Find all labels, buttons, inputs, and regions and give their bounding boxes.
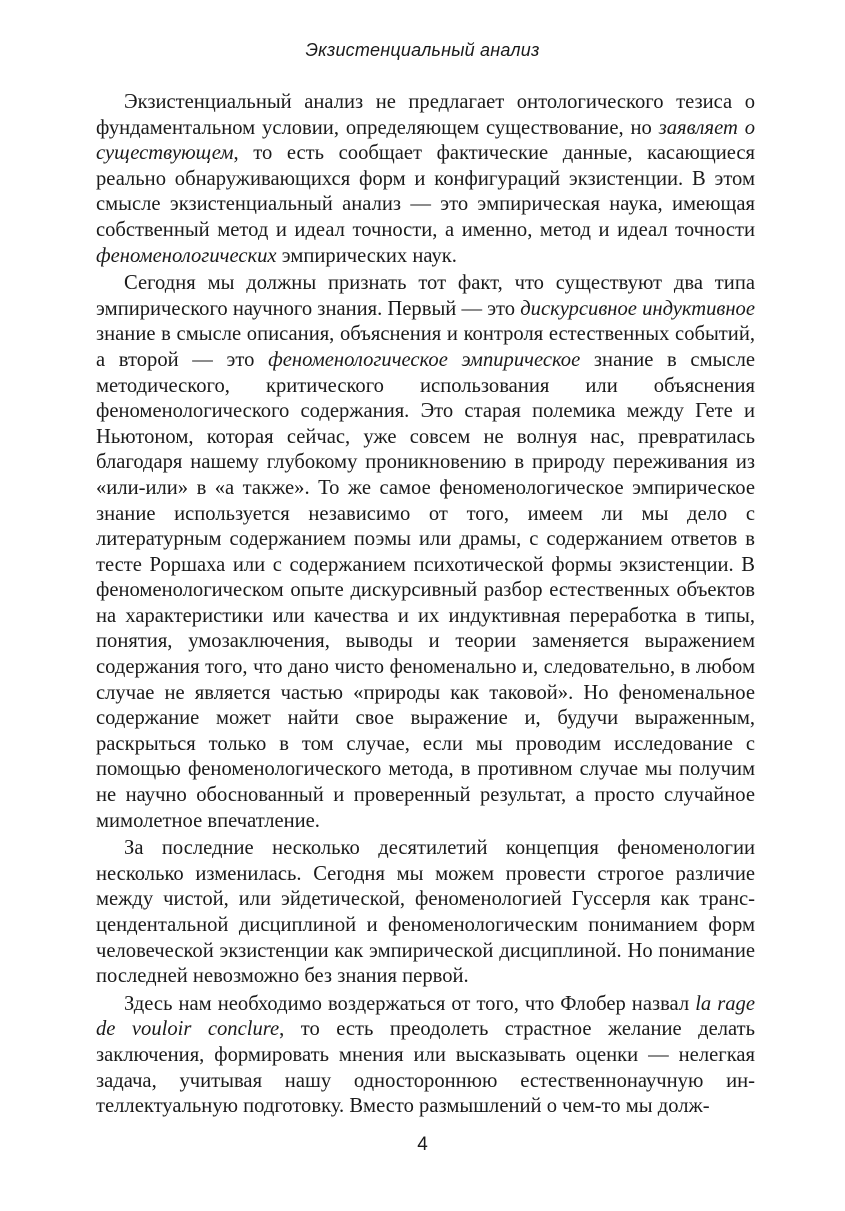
text-run: Сегодня мы должны признать тот факт, что существуют два типа эмпирического научного знания. Первый — это — [96, 272, 755, 320]
text-run: Экзистенциальный анализ не предлагает онтологического тезиса о фундаментальном условии, определяющем существование, но — [96, 91, 755, 139]
text-run: знание в смысле методического, критического использования или объяснения феноменологического содержания. Это старая полемика между Гете и Ньютоном, которая сейчас, уже совсем не волнуя нас, превратилась благодаря нашему глубокому проникновению в природу переживания из «или-или» в «а также». То же самое феноменологическое эмпирическое знание используется независимо от того, имеем ли мы дело с литературным содержанием поэмы или драмы, с содержанием ответов в тесте Роршаха или с содержанием психотической формы экзистенции. В феноменологическом опыте дискурсивный разбор естественных объектов на характеристики или качества и их индуктивная переработка в типы, понятия, умозаключения, выводы и теории заменяется выражением содержания того, что дано чисто феноменально и, следовательно, в любом случае не является частью «природы как таковой». Но феноменальное содержание может найти свое выражение и, будучи выраженным, раскрыться только в том случае, если мы проводим исследование с помощью феноменологического метода, в противном случае мы получим не научно обоснованный и проверенный результат, а просто случайное мимолетное впечатление. — [96, 348, 755, 832]
page-number: 4 — [417, 1134, 428, 1155]
paragraph-2 — [96, 271, 755, 834]
text-run: Здесь нам необходимо воздержаться от того, что Флобер назвал — [124, 992, 696, 1015]
italic-emphasis: la rage de vouloir conclure — [96, 992, 755, 1041]
text-run: , то есть преодолеть страстное желание делать заключения, формировать мнения или высказывать оценки — нелегкая задача, учитывая нашу одностороннюю естественнонаучную интеллектуальную подготовку. Вместо размышлений о чем-то мы долж- — [96, 1018, 755, 1118]
paragraph-4 — [96, 992, 755, 1120]
text-run: знание в смысле описания, объяснения и контроля естественных событий, а второй — это — [96, 323, 755, 371]
main-text — [96, 90, 755, 1120]
paragraph-1 — [96, 90, 755, 269]
text-run: , то есть сообщает фактические данные, касающиеся реально обнаруживающихся форм и конфигураций экзистенции. В этом смысле экзистенциальный анализ — это эмпирическая наука, имеющая собственный метод и идеал точности, а именно, метод и идеал точности — [96, 142, 755, 241]
italic-emphasis: феноменологическое эмпирическое — [268, 348, 581, 371]
italic-emphasis: феноменологических — [96, 244, 277, 267]
paragraph-3 — [96, 836, 755, 990]
text-run: эмпирических наук. — [276, 244, 457, 267]
italic-emphasis: дискурсивное индуктивное — [520, 297, 755, 320]
italic-emphasis: заявляет о существующем — [96, 116, 755, 165]
text-run: За последние несколько десятилетий концепция феноменологии несколько изменилась. Сегодня мы можем провести строгое различие между чистой, или эйдетической, феноменологией Гуссерля как трансцендентальной дисциплиной и феноменологическим пониманием форм человеческой экзистенции как эмпирической дисциплиной. Но понимание последней невозможно без знания первой. — [96, 837, 755, 988]
running-header-title: Экзистенциальный анализ — [305, 40, 540, 60]
